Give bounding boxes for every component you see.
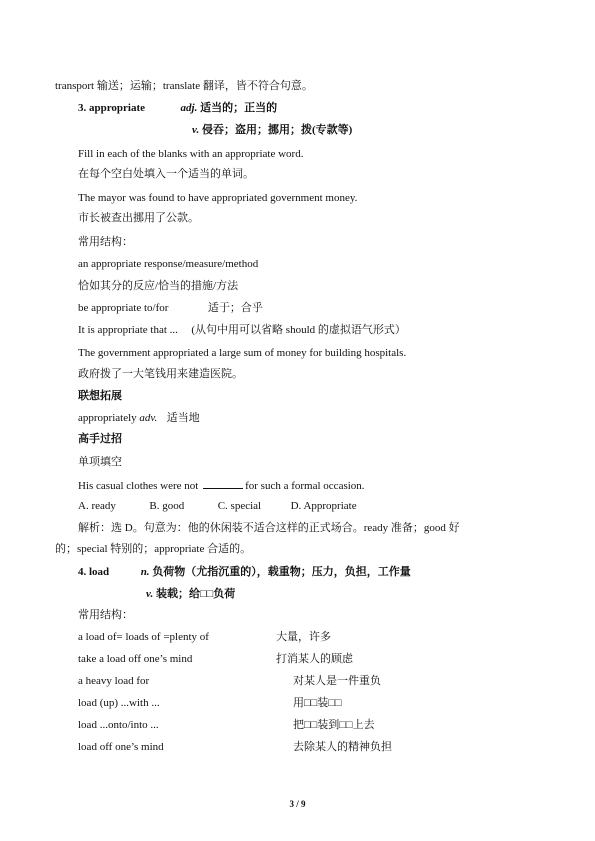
entry3-s3-en: It is appropriate that ... <box>78 324 178 336</box>
entry3-structures-label: 常用结构： <box>78 236 133 248</box>
entry4-pos-v: v. <box>146 588 154 600</box>
load-row-1-zh: 大量，许多 <box>276 631 331 643</box>
entry3-ex3-en: The government appropriated a large sum of money for building hospitals. <box>78 347 407 359</box>
analysis-line-1: 解析：选 D。句意为：他的休闲装不适合这样的正式场合。ready 准备；good 好 <box>78 522 460 534</box>
page-number: 3 / 9 <box>289 799 306 809</box>
entry3-s3-zh: (从句中用可以省略 should 的虚拟语气形式） <box>191 324 406 336</box>
assoc-line <box>78 412 200 425</box>
entry4-head: 4. load <box>78 566 110 578</box>
entry3-s1-en: an appropriate response/measure/method <box>78 258 259 270</box>
load-row-4-zh: 用□□装□□ <box>293 697 342 709</box>
entry3-s1-zh: 恰如其分的反应/恰当的措施/方法 <box>78 280 239 292</box>
entry3-head: 3. appropriate <box>78 102 146 114</box>
entry4-meaning-n: 负荷物（尤指沉重的），载重物；压力，负担，工作量 <box>152 566 411 578</box>
option-c: C. special <box>217 500 262 512</box>
entry3-ex1-en: Fill in each of the blanks with an appropriate word. <box>78 148 304 160</box>
assoc-heading: 联想拓展 <box>78 390 122 402</box>
question-after: for such a formal occasion. <box>245 480 365 492</box>
master-heading: 高手过招 <box>78 433 122 445</box>
question-before: His casual clothes were not <box>78 480 199 492</box>
option-d: D. Appropriate <box>290 500 357 512</box>
entry4-meaning-v: 装载；给□□负荷 <box>155 588 236 600</box>
entry4-verb-line <box>146 588 235 601</box>
entry3-ex1-zh: 在每个空白处填入一个适当的单词。 <box>78 168 254 180</box>
entry3-ex2-zh: 市长被查出挪用了公款。 <box>78 212 199 224</box>
entry3-s3 <box>78 324 406 337</box>
choice-label: 单项填空 <box>78 456 122 468</box>
load-row-2-zh: 打消某人的顾虑 <box>276 653 353 665</box>
assoc-pos: adv. <box>139 412 158 424</box>
analysis-line-2: 的；special 特别的；appropriate 合适的。 <box>55 543 252 555</box>
entry3-headline <box>78 102 277 115</box>
entry4-pos-n: n. <box>140 566 150 578</box>
entry3-verb-line <box>192 124 352 137</box>
assoc-word: appropriately <box>78 412 137 424</box>
answer-blank <box>203 478 243 489</box>
option-a: A. ready <box>78 500 116 512</box>
load-row-4-en: load (up) ...with ... <box>78 697 160 709</box>
load-row-6-zh: 去除某人的精神负担 <box>293 741 392 753</box>
entry3-s2-en: be appropriate to/for <box>78 302 169 314</box>
question <box>78 478 365 493</box>
entry3-pos-adj: adj. <box>180 102 198 114</box>
entry3-meaning-v: 侵吞；盗用；挪用；拨(专款等) <box>201 124 353 136</box>
options-row <box>78 500 357 513</box>
option-b: B. good <box>149 500 185 512</box>
load-row-1-en: a load of= loads of =plenty of <box>78 631 209 643</box>
entry4-structures-label: 常用结构： <box>78 609 133 621</box>
entry3-ex2-en: The mayor was found to have appropriated government money. <box>78 192 358 204</box>
entry3-s2-zh: 适于；合乎 <box>207 302 263 314</box>
intro-line: transport 输送；运输；translate 翻译，皆不符合句意。 <box>55 80 313 92</box>
load-row-5-en: load ...onto/into ... <box>78 719 159 731</box>
entry3-pos-v: v. <box>192 124 200 136</box>
assoc-meaning: 适当地 <box>166 412 200 424</box>
load-row-5-zh: 把□□装到□□上去 <box>293 719 375 731</box>
load-row-3-zh: 对某人是一件重负 <box>293 675 381 687</box>
entry3-meaning-adj: 适当的；正当的 <box>200 102 278 114</box>
load-row-3-en: a heavy load for <box>78 675 150 687</box>
entry3-ex3-zh: 政府拨了一大笔钱用来建造医院。 <box>78 368 243 380</box>
entry3-s2 <box>78 302 263 315</box>
entry4-headline <box>78 566 411 579</box>
load-row-2-en: take a load off one’s mind <box>78 653 193 665</box>
load-row-6-en: load off one’s mind <box>78 741 164 753</box>
